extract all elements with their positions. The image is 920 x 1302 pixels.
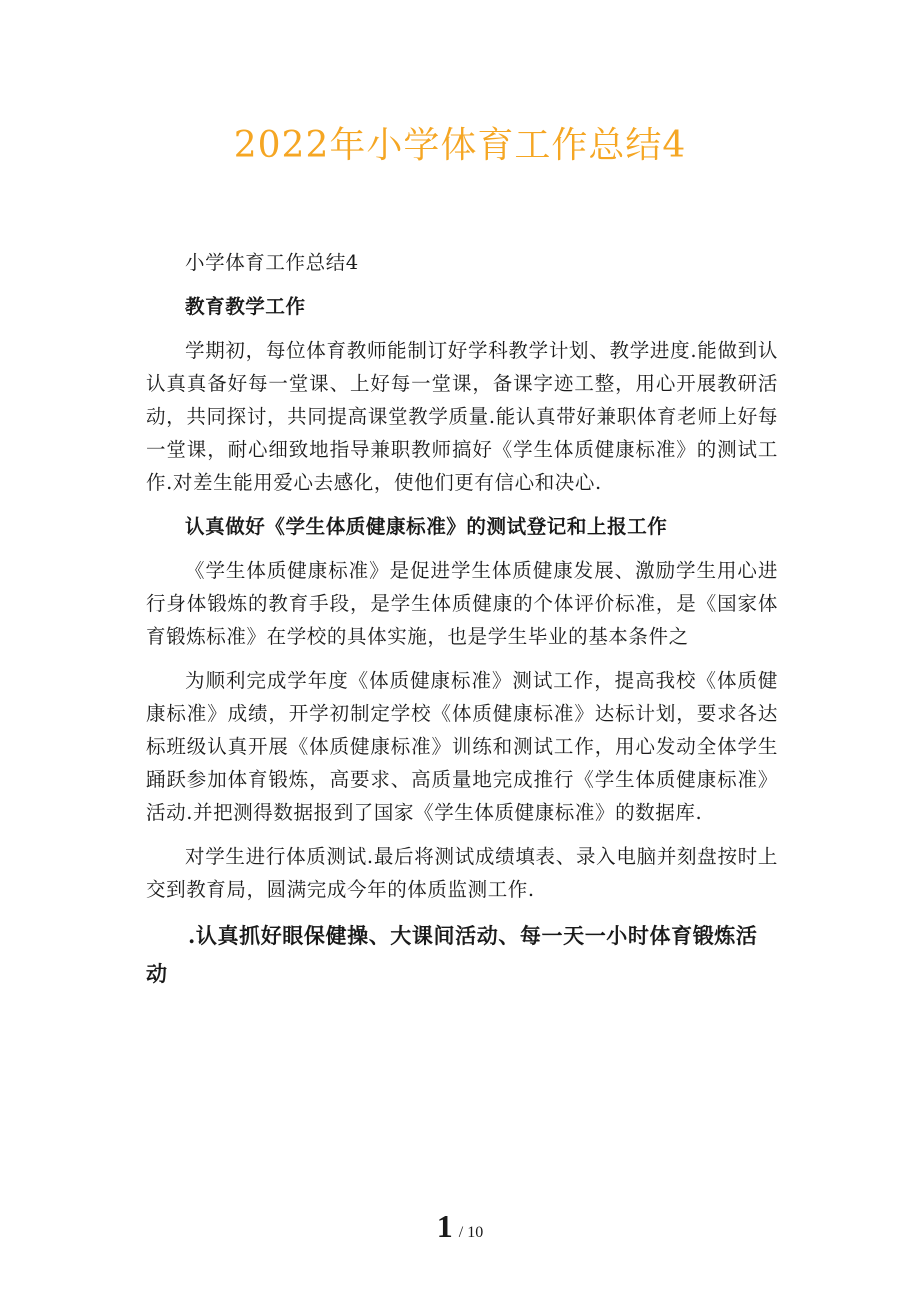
section-heading: .认真抓好眼保健操、大课间活动、每一天一小时体育锻炼活动 bbox=[146, 923, 758, 986]
document-title: 2022年小学体育工作总结4 bbox=[233, 125, 687, 166]
body-paragraph: 对学生进行体质测试.最后将测试成绩填表、录入电脑并刻盘按时上交到教育局，圆满完成今年的体质监测工作. bbox=[146, 845, 778, 901]
section-heading: 认真做好《学生体质健康标准》的测试登记和上报工作 bbox=[185, 515, 668, 538]
body-paragraph: 学期初，每位体育教师能制订好学科教学计划、教学进度.能做到认认真真备好每一堂课、上好每一堂课，备课字迹工整，用心开展教研活动，共同探讨，共同提高课堂教学质量.能认真带好兼职体育老师上好每一堂课，耐心细致地指导兼职教师搞好《学生体质健康标准》的测试工作.对差生能用爱心去感化，使他们更有信心和决心. bbox=[146, 339, 778, 494]
total-pages: / 10 bbox=[458, 1224, 484, 1241]
body-paragraph: 小学体育工作总结4 bbox=[185, 251, 359, 274]
body-paragraph: 《学生体质健康标准》是促进学生体质健康发展、激励学生用心进行身体锻炼的教育手段，是学生体质健康的个体评价标准，是《国家体育锻炼标准》在学校的具体实施，也是学生毕业的基本条件之 bbox=[146, 559, 778, 648]
body-paragraph: 为顺利完成学年度《体质健康标准》测试工作，提高我校《体质健康标准》成绩，开学初制定学校《体质健康标准》达标计划，要求各达标班级认真开展《体质健康标准》训练和测试工作，用心发动全体学生踊跃参加体育锻炼，高要求、高质量地完成推行《学生体质健康标准》活动.并把测得数据报到了国家《学生体质健康标准》的数据库. bbox=[146, 669, 778, 824]
document-body bbox=[146, 246, 778, 1004]
current-page-number: 1 bbox=[436, 1208, 453, 1244]
page-number bbox=[0, 1208, 920, 1245]
section-heading: 教育教学工作 bbox=[185, 295, 306, 318]
